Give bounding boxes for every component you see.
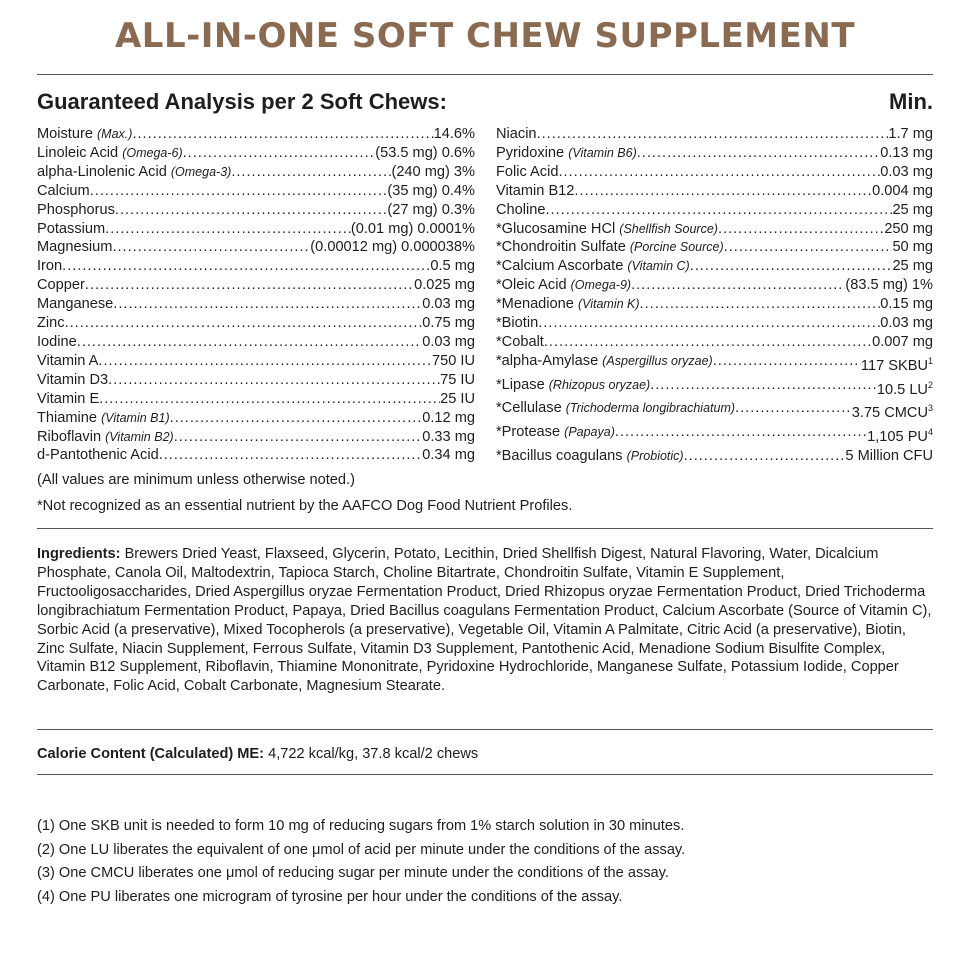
calorie-label: Calorie Content (Calculated) ME: — [37, 746, 265, 762]
footnote-marker: 3 — [927, 403, 933, 414]
nutrient-value — [880, 144, 933, 163]
nutrient-label: Vitamin E — [37, 390, 100, 407]
footnote-marker: 4 — [927, 427, 933, 438]
nutrient-value-text: 0.5 mg — [430, 258, 475, 275]
analysis-heading-text: Guaranteed Analysis per 2 Soft Chews: — [37, 89, 447, 114]
dot-leader — [546, 201, 893, 220]
nutrient-label: Potassium — [37, 220, 106, 237]
ingredients-label: Ingredients: — [37, 546, 121, 562]
nutrient-label: Linoleic Acid — [37, 144, 123, 161]
dot-leader — [544, 333, 872, 352]
nutrient-label: *Chondroitin Sulfate — [496, 239, 630, 256]
nutrient-label: Iodine — [37, 333, 77, 350]
nutrient-label: Vitamin B12 — [496, 182, 575, 199]
nutrient-qualifier: (Omega-9) — [570, 278, 632, 293]
nutrient-value — [892, 257, 933, 276]
nutrient-value-text: 5 Million CFU — [845, 447, 933, 464]
nutrient-value-text: 50 mg — [892, 239, 933, 256]
nutrient-name — [37, 201, 115, 220]
nutrient-value — [880, 163, 933, 182]
nutrient-value-text: 14.6% — [433, 126, 475, 142]
dot-leader — [574, 182, 872, 201]
nutrient-name — [37, 428, 174, 447]
nutrient-label: *Oleic Acid — [496, 277, 571, 294]
nutrient-label: Thiamine — [37, 409, 102, 426]
nutrient-value-text: 10.5 LU — [876, 381, 928, 398]
nutrient-name — [37, 144, 183, 163]
nutrient-value — [422, 295, 475, 314]
nutrient-row — [496, 125, 933, 144]
nutrient-name — [37, 352, 98, 371]
nutrient-value — [892, 238, 933, 257]
dot-leader — [637, 144, 881, 163]
dot-leader — [684, 447, 846, 466]
dot-leader — [231, 163, 391, 182]
nutrient-label: *Glucosamine HCl — [496, 220, 620, 237]
nutrient-name — [496, 314, 538, 333]
dot-leader — [558, 163, 880, 182]
nutrient-value — [884, 220, 933, 239]
nutrient-value-text: 0.33 mg — [422, 428, 475, 445]
nutrient-value — [422, 446, 475, 465]
dot-leader — [62, 257, 430, 276]
dot-leader — [174, 428, 423, 447]
min-label: Min. — [889, 89, 933, 114]
nutrient-label: *Lipase — [496, 376, 549, 393]
calorie-block — [37, 745, 937, 764]
divider — [37, 74, 933, 75]
nutrient-value — [872, 333, 933, 352]
nutrient-label: Iron — [37, 258, 63, 275]
dot-leader — [108, 371, 440, 390]
analysis-right-column — [496, 125, 933, 466]
nutrient-row — [496, 314, 933, 333]
nutrient-row — [496, 182, 933, 201]
nutrient-label: Zinc — [37, 315, 65, 332]
nutrient-value-text: (27 mg) 0.3% — [387, 201, 475, 218]
nutrient-row — [496, 163, 933, 182]
nutrient-label: Manganese — [37, 296, 114, 313]
nutrient-qualifier: (Vitamin K) — [577, 297, 640, 312]
nutrient-value — [440, 371, 475, 390]
nutrient-value-text: 0.03 mg — [880, 163, 933, 180]
analysis-left-column — [37, 125, 475, 465]
nutrient-qualifier: (Vitamin C) — [627, 259, 690, 274]
dot-leader — [98, 352, 432, 371]
nutrient-value — [440, 390, 475, 409]
nutrient-row — [496, 295, 933, 314]
nutrient-qualifier: (Omega-6) — [122, 145, 183, 160]
nutrient-row — [37, 409, 475, 428]
nutrient-value — [880, 314, 933, 333]
nutrient-value-text: 0.75 mg — [422, 315, 475, 332]
nutrient-name — [37, 182, 90, 201]
nutrient-label: alpha-Linolenic Acid — [37, 163, 171, 180]
nutrient-value-text: (0.01 mg) 0.0001% — [350, 220, 475, 237]
nutrient-value — [391, 163, 475, 182]
dot-leader — [90, 182, 388, 201]
nutrient-row — [496, 399, 933, 423]
nutrient-name — [496, 447, 684, 466]
nutrient-value-text: 0.03 mg — [422, 296, 475, 313]
nutrient-label: Magnesium — [37, 239, 113, 256]
nutrient-label: *Calcium Ascorbate — [496, 258, 628, 275]
nutrient-value — [375, 144, 475, 163]
dot-leader — [170, 409, 423, 428]
nutrient-row — [37, 201, 475, 220]
nutrient-value-text: 1.7 mg — [888, 126, 933, 142]
calorie-text: 4,722 kcal/kg, 37.8 kcal/2 chews — [264, 746, 479, 762]
nutrient-value — [310, 238, 475, 257]
nutrient-name — [37, 409, 170, 428]
nutrient-name — [496, 125, 537, 144]
nutrient-qualifier: (Vitamin B1) — [101, 410, 170, 425]
dot-leader — [615, 423, 867, 447]
nutrient-row — [37, 125, 475, 144]
note-all-minimum: (All values are minimum unless otherwise noted.) — [37, 472, 355, 488]
nutrient-row — [37, 428, 475, 447]
nutrient-row — [37, 390, 475, 409]
dot-leader — [538, 314, 880, 333]
nutrient-qualifier: (Omega-3) — [170, 164, 232, 179]
dot-leader — [77, 333, 423, 352]
nutrient-name — [37, 276, 85, 295]
divider — [37, 528, 933, 529]
nutrient-label: Phosphorus — [37, 201, 115, 218]
nutrient-label: *Biotin — [496, 315, 539, 332]
dot-leader — [105, 220, 351, 239]
nutrient-value — [892, 201, 933, 220]
nutrient-value — [877, 376, 933, 400]
nutrient-name — [496, 144, 637, 163]
nutrient-value-text: 0.03 mg — [880, 315, 933, 332]
dot-leader — [718, 220, 884, 239]
nutrient-row — [37, 352, 475, 371]
nutrient-row — [37, 144, 475, 163]
dot-leader — [65, 314, 423, 333]
nutrient-value-text: (240 mg) 3% — [391, 163, 475, 180]
nutrient-name — [37, 314, 65, 333]
nutrient-value-text: 25 mg — [892, 201, 933, 218]
nutrient-value-text: 0.12 mg — [422, 409, 475, 426]
dot-leader — [631, 276, 845, 295]
dot-leader — [183, 144, 376, 163]
nutrient-value-text: 0.025 mg — [414, 277, 475, 294]
nutrient-row — [37, 182, 475, 201]
nutrient-value-text: 250 mg — [884, 220, 933, 237]
nutrient-name — [37, 238, 112, 257]
nutrient-value-text: 25 IU — [440, 390, 475, 407]
nutrient-value — [872, 182, 933, 201]
divider — [37, 774, 933, 775]
nutrient-label: *Protease — [496, 424, 565, 441]
nutrient-value-text: 0.13 mg — [880, 144, 933, 161]
nutrient-name — [37, 295, 113, 314]
dot-leader — [650, 376, 877, 400]
nutrient-qualifier: (Max.) — [97, 127, 133, 141]
nutrient-name — [37, 390, 99, 409]
nutrient-name — [37, 163, 231, 182]
nutrient-value — [888, 125, 933, 144]
nutrient-value-text: (53.5 mg) 0.6% — [375, 144, 475, 161]
footnote-marker: 1 — [927, 355, 933, 366]
nutrient-value — [432, 352, 475, 371]
dot-leader — [724, 238, 893, 257]
nutrient-label: Riboflavin — [37, 428, 106, 445]
nutrient-value-text: (83.5 mg) 1% — [845, 277, 933, 294]
nutrient-value — [387, 182, 475, 201]
nutrient-row — [37, 314, 475, 333]
nutrient-name — [496, 376, 650, 400]
nutrient-name — [37, 257, 62, 276]
nutrient-row — [496, 201, 933, 220]
nutrient-row — [37, 371, 475, 390]
nutrient-value — [434, 125, 475, 144]
nutrient-name — [496, 276, 631, 295]
nutrient-row — [37, 257, 475, 276]
nutrient-row — [496, 220, 933, 239]
nutrient-value — [422, 314, 475, 333]
nutrient-value — [867, 423, 933, 447]
nutrient-name — [496, 352, 713, 376]
nutrient-label: Niacin — [496, 126, 537, 142]
nutrient-name — [496, 399, 735, 423]
nutrient-label: *Cobalt — [496, 333, 544, 350]
nutrient-row — [37, 333, 475, 352]
dot-leader — [690, 257, 893, 276]
note-aafco: *Not recognized as an essential nutrient by the AAFCO Dog Food Nutrient Profiles. — [37, 498, 573, 514]
nutrient-label: *Bacillus coagulans — [496, 447, 627, 464]
nutrient-label: Choline — [496, 201, 546, 218]
nutrient-value-text: 0.004 mg — [872, 182, 933, 199]
nutrient-value-text: 1,105 PU — [867, 429, 928, 446]
nutrient-row — [496, 333, 933, 352]
nutrient-name — [496, 220, 718, 239]
nutrient-value-text: 0.15 mg — [880, 296, 933, 313]
nutrient-qualifier: (Vitamin B6) — [568, 145, 637, 160]
nutrient-label: Folic Acid — [496, 163, 559, 180]
nutrient-label: Vitamin D3 — [37, 371, 109, 388]
nutrient-value — [861, 352, 933, 376]
footnote-4: (4) One PU liberates one microgram of tyrosine per hour under the conditions of the assay. — [37, 888, 623, 905]
nutrient-name — [37, 371, 108, 390]
nutrient-name — [496, 163, 558, 182]
nutrient-value — [430, 257, 475, 276]
nutrient-row — [496, 352, 933, 376]
nutrient-row — [37, 238, 475, 257]
nutrient-name — [496, 182, 574, 201]
nutrient-value-text: 75 IU — [440, 371, 475, 388]
nutrient-value-text: 750 IU — [432, 352, 475, 369]
nutrient-value — [387, 201, 475, 220]
nutrient-value — [852, 399, 933, 423]
footnote-marker: 2 — [927, 379, 933, 390]
nutrient-label: *Menadione — [496, 296, 578, 313]
product-title: ALL-IN-ONE SOFT CHEW SUPPLEMENT — [114, 16, 856, 56]
nutrient-row — [37, 220, 475, 239]
nutrient-label: Pyridoxine — [496, 144, 569, 161]
dot-leader — [99, 390, 440, 409]
nutrient-row — [496, 447, 933, 466]
nutrient-value — [422, 333, 475, 352]
nutrient-row — [496, 276, 933, 295]
nutrient-name — [496, 257, 690, 276]
dot-leader — [113, 295, 422, 314]
nutrient-name — [37, 125, 132, 144]
nutrient-label: Copper — [37, 277, 85, 294]
nutrient-label: *Cellulase — [496, 400, 566, 417]
nutrient-value — [845, 276, 933, 295]
nutrient-qualifier: (Vitamin B2) — [105, 429, 174, 444]
nutrient-row — [496, 238, 933, 257]
footnote-1: (1) One SKB unit is needed to form 10 mg of reducing sugars from 1% starch solution in 30 minutes. — [37, 818, 685, 834]
nutrient-row — [496, 423, 933, 447]
nutrient-qualifier: (Papaya) — [564, 425, 615, 440]
nutrient-row — [496, 257, 933, 276]
nutrient-value-text: 117 SKBU — [860, 357, 928, 374]
analysis-heading — [37, 89, 933, 115]
nutrient-value — [422, 409, 475, 428]
dot-leader — [537, 125, 889, 144]
dot-leader — [132, 125, 433, 144]
nutrient-name — [496, 295, 640, 314]
nutrient-name — [496, 423, 615, 447]
nutrient-row — [37, 163, 475, 182]
nutrient-name — [37, 220, 105, 239]
nutrient-value-text: (35 mg) 0.4% — [387, 182, 475, 199]
footnote-3: (3) One CMCU liberates one μmol of reducing sugar per minute under the conditions of the assay. — [37, 865, 669, 882]
nutrient-qualifier: (Aspergillus oryzae) — [602, 353, 713, 368]
footnote-2: (2) One LU liberates the equivalent of one μmol of acid per minute under the conditions of the assay. — [37, 841, 686, 858]
ingredients-text: Brewers Dried Yeast, Flaxseed, Glycerin, Potato, Lecithin, Dried Shellfish Digest, Natural Flavoring, Water, Dicalcium Phosphate, Canola Oil, Maltodextrin, Tapioca Starch, Choline Bitartrate, Chondroitin Sulfate, Vitamin E Supplement, Fructooligosaccharides, Dried Aspergillus oryzae Fermentation Product, Dried Rhizopus oryzae Fermentation Product, Dried Trichoderma longibrachiatum Fermentation Product, Papaya, Dried Bacillus coagulans Fermentation Product, Calcium Ascorbate (Source of Vitamin C), Sorbic Acid (a preservative), Mixed Tocopherols (a preservative), Vegetable Oil, Vitamin A Palmitate, Citric Acid (a preservative), Biotin, Zinc Sulfate, Niacin Supplement, Ferrous Sulfate, Vitamin D3 Supplement, Pantothenic Acid, Menadione Sodium Bisulfite Complex, Vitamin B12 Supplement, Riboflavin, Thiamine Mononitrate, Pyridoxine Hydrochloride, Manganese Sulfate, Potassium Iodide, Copper Carbonate, Folic Acid, Cobalt Carbonate, Magnesium Stearate. — [37, 546, 932, 695]
nutrient-value — [880, 295, 933, 314]
nutrient-value-text: 0.03 mg — [422, 333, 475, 350]
nutrient-value — [414, 276, 475, 295]
nutrient-label: *alpha-Amylase — [496, 352, 603, 369]
nutrient-value — [422, 428, 475, 447]
dot-leader — [115, 201, 388, 220]
nutrient-name — [37, 446, 159, 465]
nutrient-row — [37, 295, 475, 314]
nutrient-value — [845, 447, 933, 466]
nutrient-row — [37, 276, 475, 295]
dot-leader — [112, 238, 310, 257]
dot-leader — [713, 352, 861, 376]
nutrient-label: d-Pantothenic Acid — [37, 447, 159, 464]
nutrient-name — [496, 201, 546, 220]
nutrient-name — [496, 238, 724, 257]
nutrient-label: Moisture — [37, 126, 98, 142]
nutrient-row — [496, 144, 933, 163]
ingredients-block — [37, 545, 937, 696]
nutrient-value-text: 3.75 CMCU — [851, 405, 928, 422]
nutrient-value — [351, 220, 475, 239]
nutrient-qualifier: (Probiotic) — [626, 448, 684, 463]
nutrient-name — [496, 333, 544, 352]
nutrient-qualifier: (Rhizopus oryzae) — [548, 377, 651, 392]
nutrient-qualifier: (Trichoderma longibrachiatum) — [565, 401, 736, 416]
nutrient-row — [496, 376, 933, 400]
nutrient-value-text: (0.00012 mg) 0.000038% — [310, 239, 475, 256]
nutrient-value-text: 25 mg — [892, 258, 933, 275]
dot-leader — [640, 295, 881, 314]
nutrient-value-text: 0.007 mg — [872, 333, 933, 350]
divider — [37, 729, 933, 730]
dot-leader — [159, 446, 423, 465]
dot-leader — [735, 399, 852, 423]
nutrient-name — [37, 333, 77, 352]
nutrient-row — [37, 446, 475, 465]
nutrient-label: Calcium — [37, 182, 90, 199]
nutrient-qualifier: (Porcine Source) — [629, 240, 724, 255]
nutrient-qualifier: (Shellfish Source) — [619, 221, 718, 236]
footnotes — [37, 815, 937, 909]
dot-leader — [85, 276, 414, 295]
nutrient-value-text: 0.34 mg — [422, 447, 475, 464]
nutrient-label: Vitamin A — [37, 352, 99, 369]
